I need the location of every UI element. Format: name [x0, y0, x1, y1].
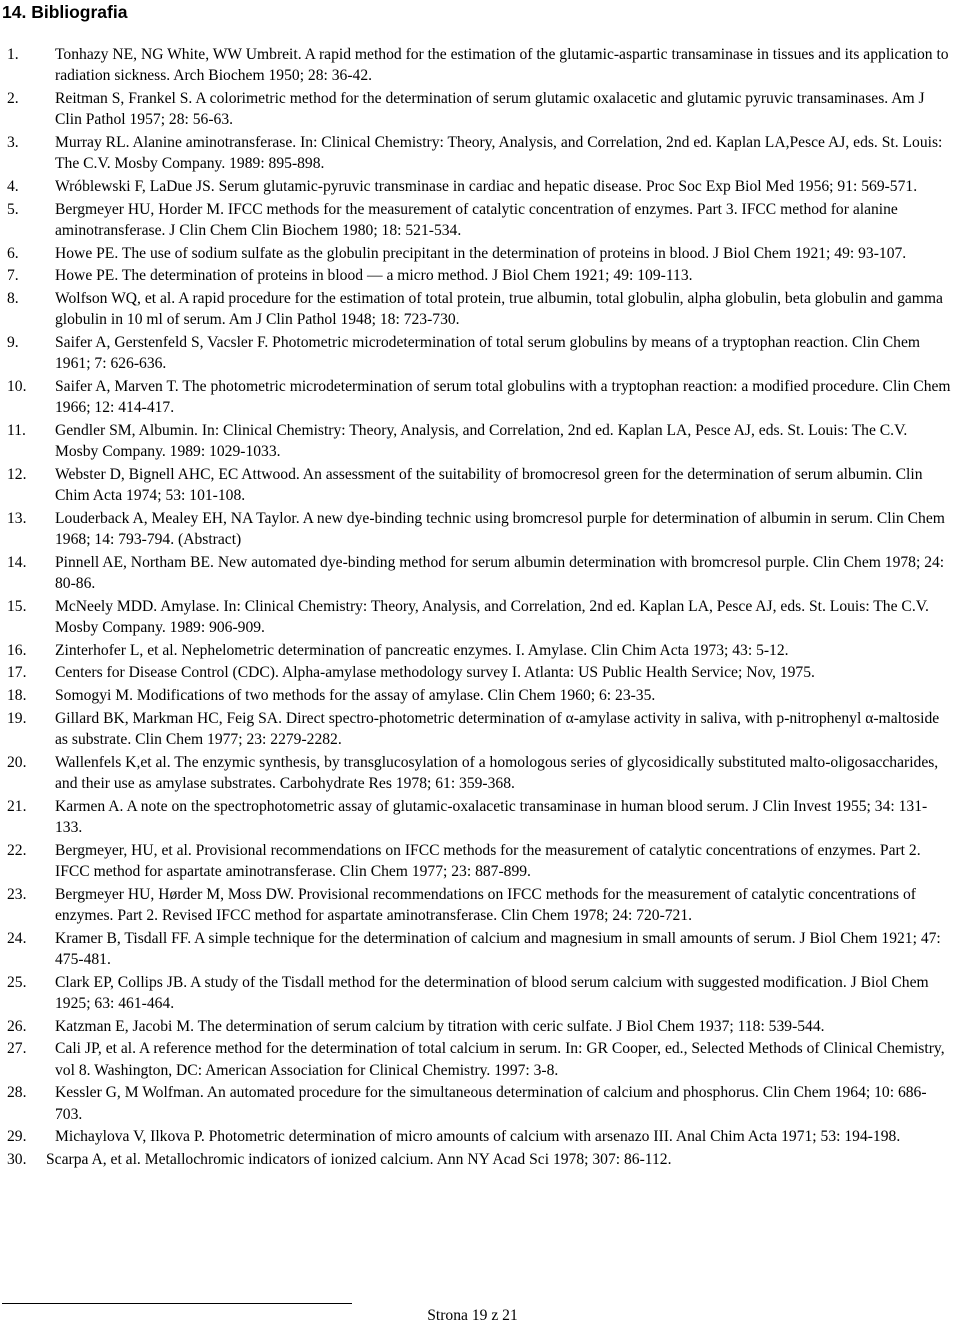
reference-item	[0, 1038, 960, 1081]
reference-item	[0, 265, 960, 286]
reference-number: 8.	[7, 289, 19, 307]
reference-text: Saifer A, Marven T. The photometric microdetermination of serum total globulins with a tryptophan reaction: a modified procedure. Clin Chem 1966; 12: 414-417.	[55, 377, 951, 417]
reference-text: Kessler G, M Wolfman. An automated procedure for the simultaneous determination of calcium and phosphorus. Clin Chem 1964; 10: 686-703.	[55, 1084, 927, 1123]
reference-text: Saifer A, Gerstenfeld S, Vacsler F. Photometric microdetermination of total serum globulins by means of a tryptophan reaction. Clin Chem 1961; 7: 626-636.	[55, 333, 921, 373]
reference-number: 29.	[7, 1128, 27, 1146]
reference-item	[0, 176, 960, 197]
reference-number: 12.	[7, 465, 27, 483]
reference-text: Webster D, Bignell AHC, EC Attwood. An assessment of the suitability of bromocresol green for the determination of serum albumin. Clin Chim Acta 1974; 53: 101-108.	[55, 465, 923, 505]
reference-text: Gillard BK, Markman HC, Feig SA. Direct spectro-photometric determination of α-amylase activity in saliva, with p-nitrophenyl α-maltoside as substrate. Clin Chem 1977; 23: 2279-2282.	[55, 709, 940, 748]
reference-number: 19.	[7, 709, 27, 727]
reference-text: Bergmeyer HU, Horder M. IFCC methods for the measurement of catalytic concentration of enzymes. Part 3. IFCC method for alanine aminotransferase. J Clin Chem Clin Biochem 1980; 18: 521-534.	[55, 200, 898, 239]
reference-item	[0, 88, 960, 131]
reference-text: Zinterhofer L, et al. Nephelometric determination of pancreatic enzymes. I. Amylase. Clin Chim Acta 1973; 43: 5-12.	[55, 641, 789, 659]
reference-number: 4.	[7, 178, 19, 195]
reference-text: Scarpa A, et al. Metallochromic indicators of ionized calcium. Ann NY Acad Sci 1978; 307: 86-112.	[46, 1150, 672, 1168]
reference-number: 24.	[7, 929, 27, 947]
reference-item	[0, 420, 960, 463]
reference-number: 9.	[7, 333, 19, 351]
reference-item	[0, 199, 960, 242]
reference-number: 21.	[7, 797, 27, 815]
reference-item	[0, 640, 960, 661]
reference-text: Louderback A, Mealey EH, NA Taylor. A new dye-binding technic using bromcresol purple for determination of albumin in serum. Clin Chem 1968; 14: 793-794. (Abstract)	[55, 509, 945, 549]
reference-number: 3.	[7, 134, 19, 151]
reference-number: 20.	[7, 753, 27, 771]
reference-number: 16.	[7, 641, 27, 659]
reference-item	[0, 376, 960, 419]
reference-item	[0, 884, 960, 927]
reference-item	[0, 972, 960, 1015]
reference-number: 6.	[7, 244, 19, 262]
reference-text: Karmen A. A note on the spectrophotometric assay of glutamic-oxalacetic transaminase in human blood serum. J Clin Invest 1955; 34: 131-133.	[55, 797, 928, 836]
reference-item	[0, 662, 960, 683]
reference-number: 27.	[7, 1040, 27, 1058]
reference-item	[0, 243, 960, 264]
reference-item	[0, 332, 960, 375]
reference-text: Centers for Disease Control (CDC). Alpha-amylase methodology survey I. Atlanta: US Public Health Service; Nov, 1975.	[55, 664, 815, 682]
reference-number: 14.	[7, 553, 27, 571]
reference-text: Bergmeyer, HU, et al. Provisional recommendations on IFCC methods for the measurement of catalytic concentrations of enzymes. Part 2. IFCC method for aspartate aminotransferase. Clin Chem 1977; 23: 887-899.	[55, 841, 921, 880]
reference-text: Pinnell AE, Northam BE. New automated dye-binding method for serum albumin determination with bromcresol purple. Clin Chem 1978; 24: 80-86.	[55, 553, 945, 593]
reference-item	[0, 840, 960, 883]
reference-item	[0, 708, 960, 751]
reference-number: 23.	[7, 885, 27, 903]
reference-number: 30.	[7, 1150, 27, 1168]
reference-number: 7.	[7, 267, 19, 285]
footer-rule	[2, 1303, 352, 1304]
reference-text: Howe PE. The determination of proteins in blood — a micro method. J Biol Chem 1921; 49: 109-113.	[55, 267, 693, 285]
reference-number: 18.	[7, 686, 27, 704]
reference-number: 26.	[7, 1017, 27, 1035]
reference-text: Kramer B, Tisdall FF. A simple technique for the determination of calcium and magnesium in small amounts of serum. J Biol Chem 1921; 47: 475-481.	[55, 929, 941, 968]
section-heading: 14. Bibliografia	[2, 2, 128, 22]
reference-item	[0, 288, 960, 331]
reference-number: 25.	[7, 973, 27, 991]
reference-number: 22.	[7, 841, 27, 859]
page-number: Strona 19 z 21	[427, 1307, 518, 1324]
reference-item	[0, 508, 960, 551]
reference-item	[0, 1126, 960, 1147]
reference-number: 1.	[7, 46, 19, 63]
reference-item	[0, 552, 960, 595]
reference-item	[0, 752, 960, 795]
reference-text: Clark EP, Collips JB. A study of the Tisdall method for the determination of blood serum calcium with suggested modification. J Biol Chem 1925; 63: 461-464.	[55, 973, 929, 1012]
reference-item	[0, 1149, 960, 1170]
reference-text: Wallenfels K,et al. The enzymic synthesis, by transglucosylation of a homologous series of glycosidically substituted malto-oligosaccharides, and their use as amylase substrates. Carbohydrate Res 1978; 61: 359-368.	[55, 753, 939, 792]
reference-item	[0, 1016, 960, 1037]
reference-number: 10.	[7, 377, 27, 395]
reference-text: Somogyi M. Modifications of two methods for the assay of amylase. Clin Chem 1960; 6: 23-35.	[55, 686, 656, 704]
reference-text: Tonhazy NE, NG White, WW Umbreit. A rapid method for the estimation of the glutamic-aspartic transaminase in tissues and its application to radiation sickness. Arch Biochem 1950; 28: 36-42.	[55, 46, 949, 85]
reference-number: 15.	[7, 597, 27, 615]
reference-number: 2.	[7, 90, 19, 107]
reference-text: Katzman E, Jacobi M. The determination of serum calcium by titration with ceric sulfate. J Biol Chem 1937; 118: 539-544.	[55, 1017, 825, 1035]
reference-text: Cali JP, et al. A reference method for the determination of total calcium in serum. In: GR Cooper, ed., Selected Methods of Clinical Chemistry, vol 8. Washington, DC: American Association for Clinical Chemistry. 1997: 3-8.	[55, 1040, 945, 1079]
reference-text: Bergmeyer HU, Hørder M, Moss DW. Provisional recommendations on IFCC methods for the measurement of catalytic concentrations of enzymes. Part 2. Revised IFCC method for aspartate aminotransferase. Clin Chem 1978; 24: 720-721.	[55, 885, 916, 924]
reference-number: 28.	[7, 1084, 27, 1102]
reference-list	[0, 44, 960, 1171]
reference-number: 17.	[7, 664, 27, 682]
reference-number: 11.	[7, 421, 26, 439]
reference-text: Wolfson WQ, et al. A rapid procedure for the estimation of total protein, true albumin, total globulin, alpha globulin, beta globulin and gamma globulin in 10 ml of serum. Am J Clin Pathol 1948; 18: 723-730.	[55, 289, 943, 329]
reference-text: Reitman S, Frankel S. A colorimetric method for the determination of serum glutamic oxalacetic and glutamic pyruvic transaminases. Am J Clin Pathol 1957; 28: 56-63.	[55, 90, 925, 129]
reference-item	[0, 132, 960, 175]
reference-text: Michaylova V, Ilkova P. Photometric determination of micro amounts of calcium with arsenazo III. Anal Chim Acta 1971; 53: 194-198.	[55, 1128, 901, 1146]
reference-item	[0, 1082, 960, 1125]
reference-item	[0, 928, 960, 971]
reference-text: Gendler SM, Albumin. In: Clinical Chemistry: Theory, Analysis, and Correlation, 2nd ed. Kaplan LA, Pesce AJ, eds. St. Louis: The C.V. Mosby Company. 1989: 1029-1033.	[55, 421, 908, 461]
reference-text: McNeely MDD. Amylase. In: Clinical Chemistry: Theory, Analysis, and Correlation, 2nd ed. Kaplan LA, Pesce AJ, eds. St. Louis: The C.V. Mosby Company. 1989: 906-909.	[55, 597, 929, 637]
reference-item	[0, 796, 960, 839]
reference-number: 5.	[7, 200, 19, 218]
reference-text: Howe PE. The use of sodium sulfate as the globulin precipitant in the determination of proteins in blood. J Biol Chem 1921; 49: 93-107.	[55, 244, 907, 262]
reference-item	[0, 464, 960, 507]
reference-text: Wróblewski F, LaDue JS. Serum glutamic-pyruvic transminase in cardiac and hepatic disease. Proc Soc Exp Biol Med 1956; 91: 569-571.	[55, 178, 918, 195]
reference-item	[0, 685, 960, 706]
reference-text: Murray RL. Alanine aminotransferase. In: Clinical Chemistry: Theory, Analysis, and Correlation, 2nd ed. Kaplan LA,Pesce AJ, eds. St. Louis: The C.V. Mosby Company. 1989: 895-898.	[55, 134, 943, 173]
reference-item	[0, 44, 960, 87]
reference-item	[0, 596, 960, 639]
reference-number: 13.	[7, 509, 27, 527]
